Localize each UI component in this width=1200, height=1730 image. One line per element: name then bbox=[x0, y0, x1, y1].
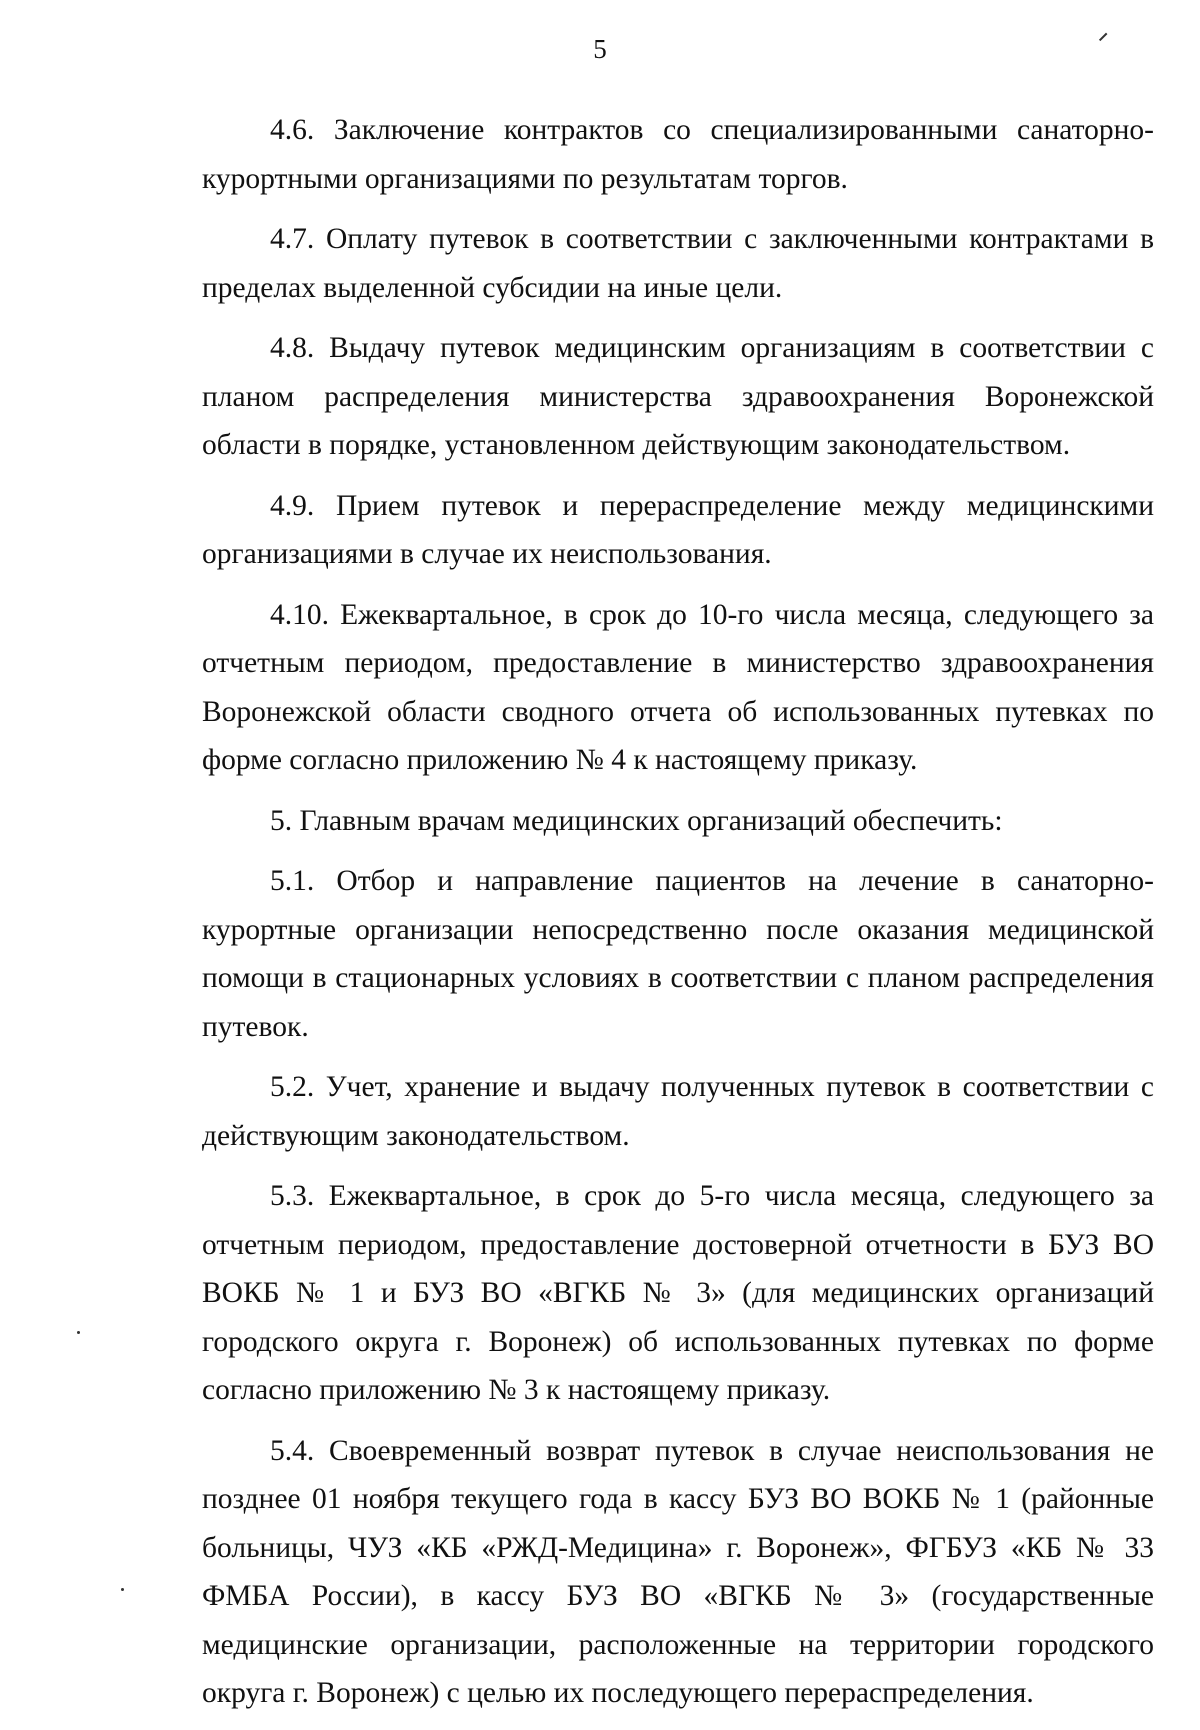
paragraph-4-10: 4.10. Ежеквартальное, в срок до 10-го числа месяца, следующего за отчетным периодом, предоставление в министерство здравоохранения Воронежской области сводного отчета об использованных путевках по форме согласно приложению № 4 к настоящему приказу. bbox=[202, 598, 1154, 776]
paragraph-5: 5. Главным врачам медицинских организаций обеспечить: bbox=[270, 804, 1003, 837]
paragraph-5-3: 5.3. Ежеквартальное, в срок до 5-го числа месяца, следующего за отчетным периодом, предоставление достоверной отчетности в БУЗ ВО ВОКБ № 1 и БУЗ ВО «ВГКБ № 3» (для медицинских организаций городского округа г. Воронеж) об использованных путевках по форме согласно приложению № 3 к настоящему приказу. bbox=[202, 1180, 1154, 1406]
paragraph-4-6: 4.6. Заключение контрактов со специализированными санаторно-курортными организациями по результатам торгов. bbox=[202, 114, 1154, 195]
scan-dot bbox=[77, 1331, 80, 1334]
page-number: 5 bbox=[593, 34, 607, 64]
paragraph-4-9: 4.9. Прием путевок и перераспределение между медицинскими организациями в случае их неиспользования. bbox=[202, 489, 1154, 570]
paragraph-5-4: 5.4. Своевременный возврат путевок в случае неиспользования не позднее 01 ноября текущего года в кассу БУЗ ВО ВОКБ № 1 (районные больницы, ЧУЗ «КБ «РЖД-Медицина» г. Воронеж», ФГБУЗ «КБ № 33 ФМБА России), в кассу БУЗ ВО «ВГКБ № 3» (государственные медицинские организации, расположенные на территории городского округа г. Воронеж) с целью их последующего перераспределения. bbox=[202, 1434, 1154, 1709]
scan-dot bbox=[121, 1588, 124, 1591]
paragraph-4-8: 4.8. Выдачу путевок медицинским организациям в соответствии с планом распределения министерства здравоохранения Воронежской области в порядке, установленном действующим законодательством. bbox=[202, 332, 1154, 461]
paragraph-5-1: 5.1. Отбор и направление пациентов на лечение в санаторно-курортные организации непосредственно после оказания медицинской помощи в стационарных условиях в соответствии с планом распределения путевок. bbox=[202, 865, 1154, 1043]
paragraph-5-2: 5.2. Учет, хранение и выдачу полученных путевок в соответствии с действующим законодательством. bbox=[202, 1071, 1154, 1152]
document-body bbox=[202, 106, 1154, 1730]
paragraph-4-7: 4.7. Оплату путевок в соответствии с заключенными контрактами в пределах выделенной субсидии на иные цели. bbox=[202, 223, 1154, 304]
